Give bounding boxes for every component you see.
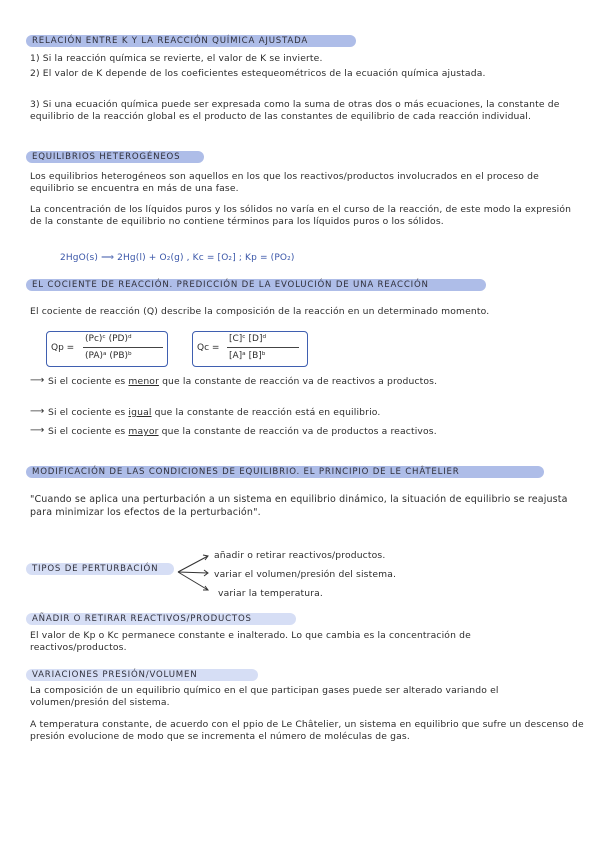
item-2: 2) El valor de K depende de los coeficientes estequeométricos de la ecuación química ajustada. bbox=[30, 68, 486, 79]
heading-tipos-perturbacion: TIPOS DE PERTURBACIÓN bbox=[26, 563, 174, 575]
tipo-3: variar la temperatura. bbox=[218, 588, 323, 599]
para-cociente: El cociente de reacción (Q) describe la composición de la reacción en un determinado momento. bbox=[30, 306, 490, 317]
bullet-arrow-icon: ⟶ bbox=[30, 425, 45, 436]
qp-box bbox=[46, 331, 168, 367]
equation-hgo: 2HgO(s) ⟹ 2Hg(l) + O₂(g) , Kc = [O₂] ; Kp = (PO₂) bbox=[60, 253, 295, 263]
qp-denominator: (PA)ᵃ (PB)ᵇ bbox=[85, 351, 132, 361]
quote-le-chatelier: "Cuando se aplica una perturbación a un sistema en equilibrio dinámico, la situación de equilibrio se reajusta para minimizar los efectos de la perturbación". bbox=[30, 494, 568, 518]
para-temperatura-constante: A temperatura constante, de acuerdo con el ppio de Le Châtelier, un sistema en equilibrio que sufre un descenso de presión evolucione de modo que se incrementa el número de moléculas de gas. bbox=[30, 719, 584, 742]
heading-heterogeneos: EQUILIBRIOS HETEROGÉNEOS bbox=[26, 151, 204, 163]
item-3: 3) Si una ecuación química puede ser expresada como la suma de otras dos o más ecuaciones, la constante de equilibrio de la reacción global es el producto de las constantes de equilibrio de cada reacción individual. bbox=[30, 99, 560, 122]
bullet-arrow-icon: ⟶ bbox=[30, 375, 45, 386]
tipo-2: variar el volumen/presión del sistema. bbox=[214, 569, 397, 580]
qp-label: Qp = bbox=[51, 343, 75, 353]
para-presion-volumen: La composición de un equilibrio químico en el que participan gases puede ser alterado variando el volumen/presión del sistema. bbox=[30, 685, 499, 708]
para-liquidos-solidos: La concentración de los líquidos puros y los sólidos no varía en el curso de la reacción, de este modo la expresión de la constante de equilibrio no contiene términos para los líquidos puros o los sólidos. bbox=[30, 204, 572, 227]
bullet-mayor: Si el cociente es mayor que la constante de reacción va de productos a reactivos. bbox=[48, 426, 437, 437]
qp-numerator: (Pc)ᶜ (PD)ᵈ bbox=[85, 334, 132, 344]
qc-fraction-bar bbox=[227, 347, 299, 348]
qc-numerator: [C]ᶜ [D]ᵈ bbox=[229, 334, 267, 344]
heading-k-reaccion: RELACIÓN ENTRE K Y LA REACCIÓN QUÍMICA AJUSTADA bbox=[26, 35, 356, 47]
item-1: 1) Si la reacción química se revierte, el valor de K se invierte. bbox=[30, 53, 323, 64]
qc-box bbox=[192, 331, 308, 367]
bullet-menor: Si el cociente es menor que la constante de reacción va de reactivos a productos. bbox=[48, 376, 438, 387]
bullet-igual: Si el cociente es igual que la constante de reacción está en equilibrio. bbox=[48, 407, 381, 418]
qc-denominator: [A]ᵃ [B]ᵇ bbox=[229, 351, 266, 361]
para-anadir-retirar: El valor de Kp o Kc permanece constante e inalterado. Lo que cambia es la concentración de reactivos/productos. bbox=[30, 630, 471, 653]
tipo-1: añadir o retirar reactivos/productos. bbox=[214, 550, 386, 561]
qp-fraction-bar bbox=[83, 347, 163, 348]
brace-arrows-icon bbox=[176, 552, 212, 596]
heading-anadir-retirar: AÑADIR O RETIRAR REACTIVOS/PRODUCTOS bbox=[26, 613, 296, 625]
heading-cociente: EL COCIENTE DE REACCIÓN. PREDICCIÓN DE LA EVOLUCIÓN DE UNA REACCIÓN bbox=[26, 279, 486, 291]
para-heterogeneos: Los equilibrios heterogéneos son aquellos en los que los reactivos/productos involucrados en el proceso de equilibrio se encuentra en más de una fase. bbox=[30, 171, 539, 194]
qc-label: Qc = bbox=[197, 343, 220, 353]
heading-presion-volumen: VARIACIONES PRESIÓN/VOLUMEN bbox=[26, 669, 258, 681]
heading-le-chatelier: MODIFICACIÓN DE LAS CONDICIONES DE EQUILIBRIO. EL PRINCIPIO DE LE CHÂTELIER bbox=[26, 466, 544, 478]
bullet-arrow-icon: ⟶ bbox=[30, 406, 45, 417]
